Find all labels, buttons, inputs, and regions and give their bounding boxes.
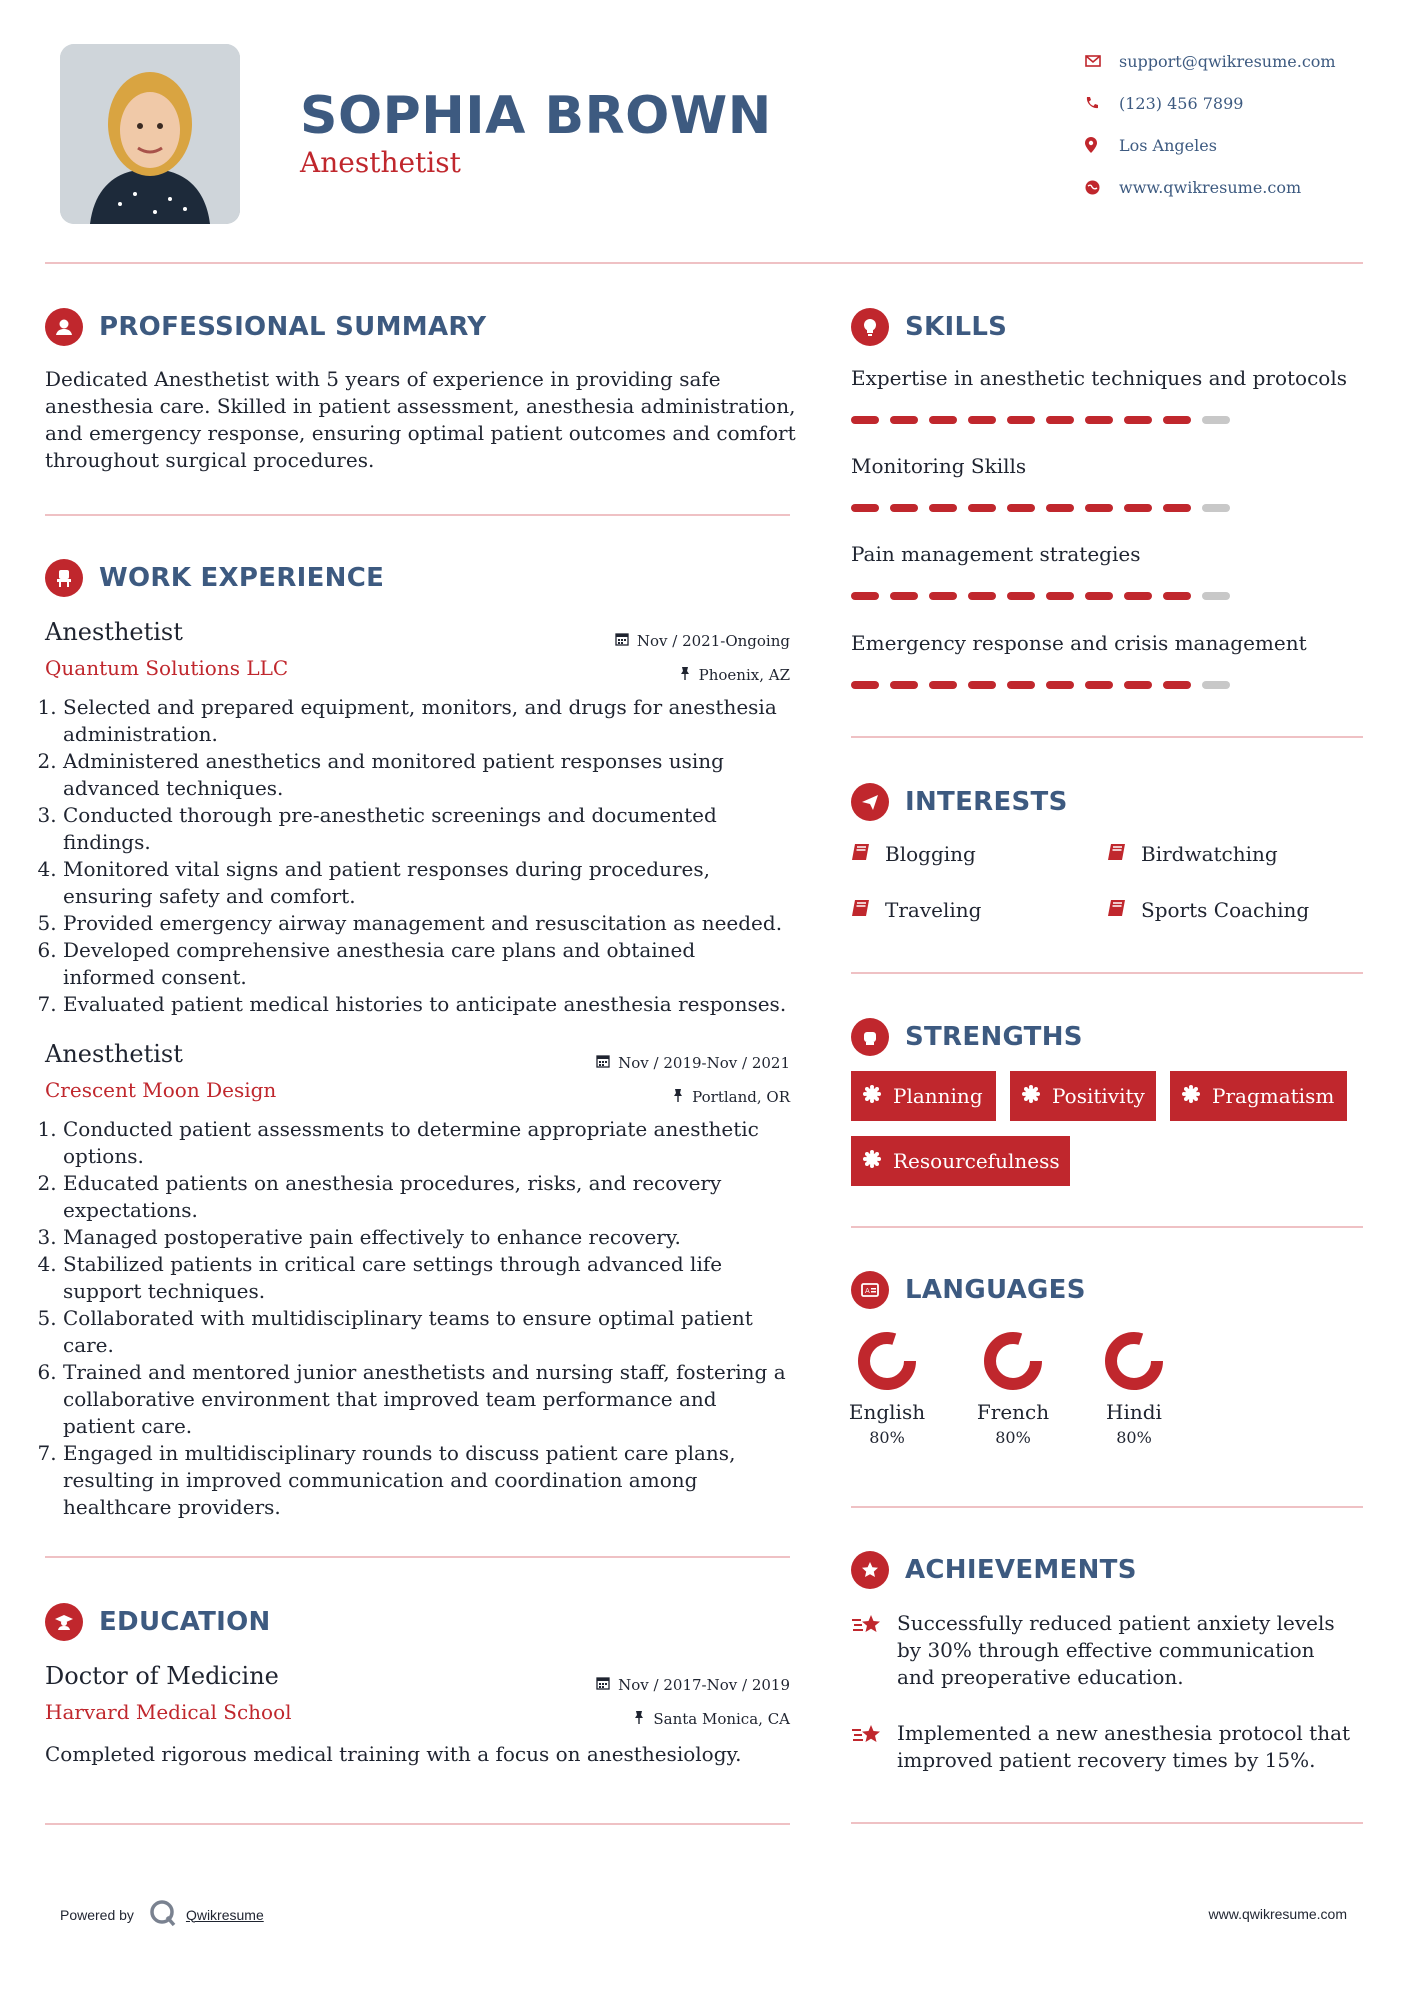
interests-heading: INTERESTS <box>905 787 1068 817</box>
education-entry <box>45 1662 790 1766</box>
skill-dash <box>851 592 879 600</box>
skill-rating <box>851 504 1371 512</box>
education-degree: Doctor of Medicine <box>45 1662 279 1690</box>
skill-dash <box>1163 416 1191 424</box>
chair-icon <box>45 559 83 597</box>
skill-dash <box>1007 416 1035 424</box>
book-icon <box>1107 898 1141 922</box>
job-dates: Nov / 2019-Nov / 2021 <box>618 1054 790 1072</box>
experience-divider <box>45 1556 790 1558</box>
language-ring-arc <box>1111 1338 1157 1384</box>
skill-dash <box>890 416 918 424</box>
pushpin-icon <box>633 1710 653 1728</box>
language-ring-arc <box>990 1338 1036 1384</box>
contact-location <box>1085 124 1336 166</box>
list-item: 6. Trained and mentored junior anesthetists and nursing staff, fostering a collaborative environment that improved team performance and patient care. <box>63 1359 790 1440</box>
skill-dash <box>1007 592 1035 600</box>
fist-icon <box>851 1018 889 1056</box>
skill-dash <box>851 416 879 424</box>
education-divider <box>45 1823 790 1825</box>
language-card-icon <box>851 1271 889 1309</box>
skill-name: Pain management strategies <box>851 542 1141 566</box>
skills-header <box>851 308 1007 346</box>
book-icon <box>851 898 885 922</box>
summary-header <box>45 308 486 346</box>
skill-dash <box>1085 592 1113 600</box>
language-item <box>963 1330 1063 1447</box>
list-item: 3. Conducted thorough pre-anesthetic screenings and documented findings. <box>63 802 790 856</box>
education-school: Harvard Medical School <box>45 1700 292 1724</box>
skill-dash <box>1085 681 1113 689</box>
skill-dash <box>851 504 879 512</box>
contact-phone-text: (123) 456 7899 <box>1119 93 1244 113</box>
skill-dash <box>1163 681 1191 689</box>
strength-label: Pragmatism <box>1212 1084 1335 1108</box>
job-location: Portland, OR <box>692 1088 790 1106</box>
skill-dash <box>1007 681 1035 689</box>
skill-dash <box>851 681 879 689</box>
strengths-divider <box>851 1226 1363 1228</box>
job-entry <box>45 618 790 1018</box>
achievements-divider <box>851 1822 1363 1824</box>
interest-label: Blogging <box>885 842 976 866</box>
interest-label: Sports Coaching <box>1141 898 1310 922</box>
skill-dash <box>890 681 918 689</box>
skill-item <box>851 542 1371 600</box>
paper-plane-icon <box>851 783 889 821</box>
achievement-text: Implemented a new anesthesia protocol that improved patient recovery times by 15%. <box>897 1721 1351 1772</box>
achievements-header <box>851 1551 1137 1589</box>
shooting-star-icon <box>851 1612 885 1638</box>
svg-text:A: A <box>865 1287 870 1295</box>
star-badge-icon <box>851 1551 889 1589</box>
skill-item <box>851 366 1371 424</box>
skill-dash <box>890 592 918 600</box>
skill-dash <box>1202 681 1230 689</box>
user-icon <box>45 308 83 346</box>
interest-item <box>851 898 981 922</box>
interest-item <box>1107 898 1309 922</box>
globe-icon <box>1085 180 1119 195</box>
skill-dash <box>1046 681 1074 689</box>
skill-item <box>851 454 1371 512</box>
contact-website-text: www.qwikresume.com <box>1119 177 1302 197</box>
contact-list <box>1085 40 1336 208</box>
language-item <box>837 1330 937 1447</box>
language-item <box>1084 1330 1184 1447</box>
language-name: Hindi <box>1106 1400 1162 1424</box>
pushpin-icon <box>679 666 699 684</box>
skill-name: Emergency response and crisis management <box>851 631 1307 655</box>
badge-icon <box>1182 1084 1212 1108</box>
candidate-title: Anesthetist <box>300 146 461 179</box>
list-item: 2. Administered anesthetics and monitored patient responses using advanced techniques. <box>63 748 790 802</box>
badge-icon <box>863 1149 893 1173</box>
skill-dash <box>1124 504 1152 512</box>
languages-header <box>851 1271 1086 1309</box>
footer-website[interactable]: www.qwikresume.com <box>1208 1906 1347 1922</box>
skill-dash <box>1202 416 1230 424</box>
skill-name: Expertise in anesthetic techniques and protocols <box>851 366 1347 390</box>
education-heading: EDUCATION <box>99 1607 271 1637</box>
calendar-icon <box>615 632 637 650</box>
summary-heading: PROFESSIONAL SUMMARY <box>99 312 487 342</box>
book-icon <box>1107 842 1141 866</box>
footer-powered-by <box>60 1898 264 1931</box>
skill-dash <box>1007 504 1035 512</box>
list-item: 5. Collaborated with multidisciplinary teams to ensure optimal patient care. <box>63 1305 790 1359</box>
contact-email-text: support@qwikresume.com <box>1119 51 1336 71</box>
contact-phone[interactable] <box>1085 82 1336 124</box>
languages-heading: LANGUAGES <box>905 1275 1086 1305</box>
skills-divider <box>851 736 1363 738</box>
job-title: Anesthetist <box>45 1040 183 1068</box>
badge-icon <box>863 1084 893 1108</box>
contact-email[interactable] <box>1085 40 1336 82</box>
list-item: 1. Selected and prepared equipment, monitors, and drugs for anesthesia administration. <box>63 694 790 748</box>
skill-dash <box>1124 681 1152 689</box>
job-entry <box>45 1040 790 1521</box>
job-meta <box>596 1046 790 1114</box>
interest-item <box>851 842 976 866</box>
profile-photo <box>60 44 240 224</box>
skill-dash <box>1202 504 1230 512</box>
skill-dash <box>1085 416 1113 424</box>
achievement-item <box>851 1610 1351 1691</box>
skill-dash <box>968 681 996 689</box>
skill-dash <box>968 504 996 512</box>
shooting-star-icon <box>851 1722 885 1748</box>
experience-header <box>45 559 384 597</box>
education-location: Santa Monica, CA <box>653 1710 790 1728</box>
job-company: Quantum Solutions LLC <box>45 656 289 680</box>
list-item: 5. Provided emergency airway management and resuscitation as needed. <box>63 910 790 937</box>
strength-label: Planning <box>893 1084 983 1108</box>
language-ring <box>1103 1330 1165 1392</box>
location-pin-icon <box>1085 137 1119 153</box>
education-dates: Nov / 2017-Nov / 2019 <box>618 1676 790 1694</box>
language-name: French <box>976 1400 1050 1424</box>
summary-divider <box>45 514 790 516</box>
strength-chip <box>851 1071 996 1121</box>
skill-dash <box>1085 504 1113 512</box>
skill-dash <box>929 504 957 512</box>
interest-label: Birdwatching <box>1141 842 1278 866</box>
skill-dash <box>1046 416 1074 424</box>
strengths-heading: STRENGTHS <box>905 1022 1083 1052</box>
skill-rating <box>851 681 1371 689</box>
experience-heading: WORK EXPERIENCE <box>99 563 385 593</box>
skill-dash <box>968 592 996 600</box>
language-ring <box>856 1330 918 1392</box>
job-company: Crescent Moon Design <box>45 1078 277 1102</box>
job-dates: Nov / 2021-Ongoing <box>636 632 790 650</box>
skill-rating <box>851 416 1371 424</box>
achievement-text: Successfully reduced patient anxiety levels by 30% through effective communication and preoperative education. <box>897 1611 1335 1689</box>
achievements-heading: ACHIEVEMENTS <box>905 1555 1137 1585</box>
interest-item <box>1107 842 1278 866</box>
language-percent: 80% <box>995 1428 1031 1447</box>
languages-divider <box>851 1506 1363 1508</box>
skill-dash <box>1046 504 1074 512</box>
phone-icon <box>1085 96 1119 110</box>
job-bullets <box>45 1116 790 1521</box>
envelope-icon <box>1085 54 1119 68</box>
graduate-icon <box>45 1603 83 1641</box>
skills-heading: SKILLS <box>905 312 1008 342</box>
list-item: 7. Engaged in multidisciplinary rounds to discuss patient care plans, resulting in improved communication and coordination among healthcare providers. <box>63 1440 790 1521</box>
calendar-icon <box>596 1676 618 1694</box>
job-meta <box>615 624 790 692</box>
skill-dash <box>1163 592 1191 600</box>
qwikresume-logo-icon <box>148 1898 178 1931</box>
skill-dash <box>1202 592 1230 600</box>
education-description: Completed rigorous medical training with a focus on anesthesiology. <box>45 1742 742 1766</box>
skill-dash <box>929 681 957 689</box>
job-title: Anesthetist <box>45 618 183 646</box>
list-item: 6. Developed comprehensive anesthesia care plans and obtained informed consent. <box>63 937 790 991</box>
interests-divider <box>851 972 1363 974</box>
strengths-header <box>851 1018 1083 1056</box>
contact-location-text: Los Angeles <box>1119 135 1217 155</box>
badge-icon <box>1022 1084 1052 1108</box>
skill-dash <box>929 592 957 600</box>
book-icon <box>851 842 885 866</box>
language-percent: 80% <box>1116 1428 1152 1447</box>
candidate-name: SOPHIA BROWN <box>300 86 772 146</box>
education-meta <box>596 1668 790 1736</box>
list-item: 1. Conducted patient assessments to determine appropriate anesthetic options. <box>63 1116 790 1170</box>
strength-label: Positivity <box>1052 1084 1145 1108</box>
strength-chip <box>1170 1071 1347 1121</box>
language-ring <box>982 1330 1044 1392</box>
header-divider <box>45 262 1363 264</box>
education-header <box>45 1603 271 1641</box>
list-item: 2. Educated patients on anesthesia procedures, risks, and recovery expectations. <box>63 1170 790 1224</box>
skill-dash <box>890 504 918 512</box>
qwikresume-link[interactable]: Qwikresume <box>185 1906 264 1923</box>
list-item: 3. Managed postoperative pain effectively to enhance recovery. <box>63 1224 790 1251</box>
contact-website[interactable] <box>1085 166 1336 208</box>
list-item: 4. Stabilized patients in critical care settings through advanced life support techniques. <box>63 1251 790 1305</box>
list-item: 7. Evaluated patient medical histories to anticipate anesthesia responses. <box>63 991 790 1018</box>
calendar-icon <box>596 1054 618 1072</box>
skill-item <box>851 631 1371 689</box>
job-bullets <box>45 694 790 1018</box>
skill-dash <box>1163 504 1191 512</box>
strength-chip <box>1010 1071 1156 1121</box>
language-percent: 80% <box>869 1428 905 1447</box>
pushpin-icon <box>672 1088 692 1106</box>
achievement-item <box>851 1720 1351 1774</box>
skill-name: Monitoring Skills <box>851 454 1027 478</box>
job-location: Phoenix, AZ <box>698 666 790 684</box>
summary-text: Dedicated Anesthetist with 5 years of experience in providing safe anesthesia care. Skilled in patient assessment, anesthesia administration, and emergency response, ensuring optimal patient outcomes and comfort throughout surgical procedures. <box>45 367 796 472</box>
skill-dash <box>929 416 957 424</box>
strength-label: Resourcefulness <box>893 1149 1060 1173</box>
list-item: 4. Monitored vital signs and patient responses during procedures, ensuring safety and comfort. <box>63 856 790 910</box>
language-name: English <box>848 1400 926 1424</box>
skill-dash <box>968 416 996 424</box>
skill-dash <box>1046 592 1074 600</box>
lightbulb-icon <box>851 308 889 346</box>
interest-label: Traveling <box>885 898 982 922</box>
skill-rating <box>851 592 1371 600</box>
language-ring-arc <box>864 1338 910 1384</box>
powered-by-label: Powered by <box>60 1906 134 1923</box>
skill-dash <box>1124 416 1152 424</box>
skill-dash <box>1124 592 1152 600</box>
interests-header <box>851 783 1068 821</box>
strength-chip <box>851 1136 1070 1186</box>
